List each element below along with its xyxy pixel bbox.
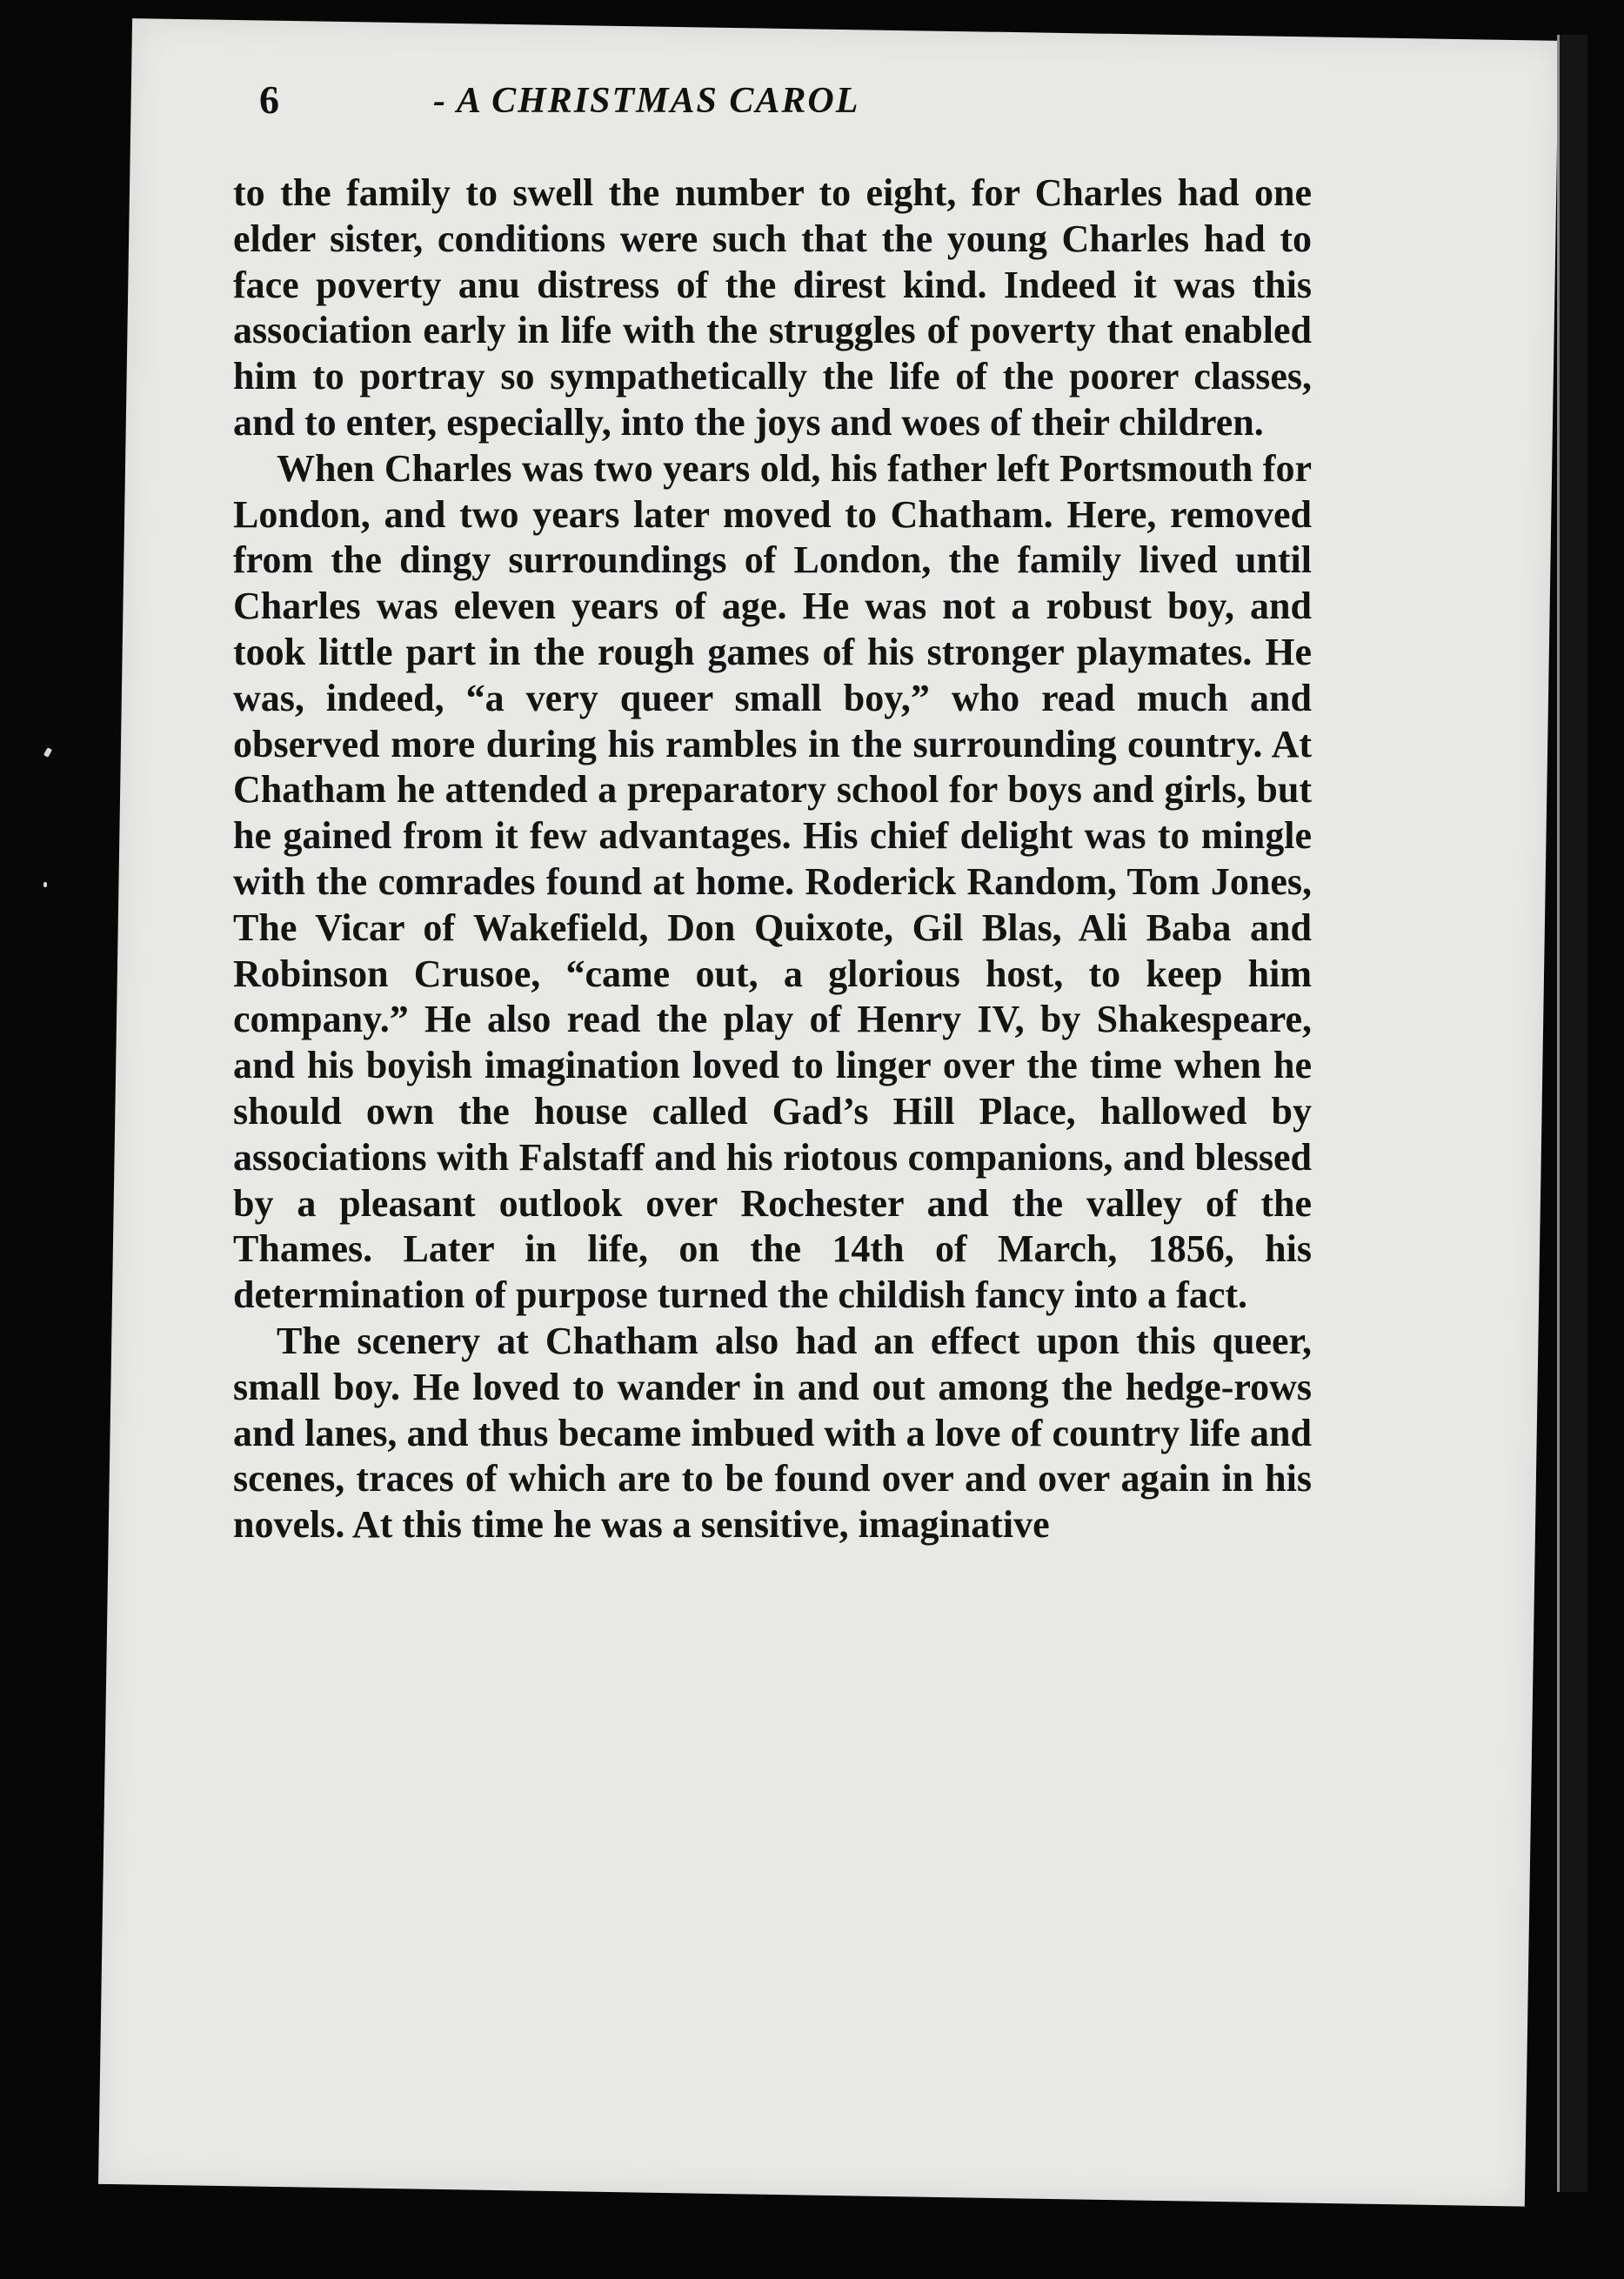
- page-header: [259, 66, 1303, 144]
- body-text: [233, 170, 1312, 1548]
- page-edge: [1557, 35, 1587, 2192]
- dust-speck: [43, 882, 47, 887]
- page-number: 6: [259, 77, 279, 122]
- paragraph-1: to the family to swell the number to eight, for Charles had one elder sister, conditions were such that the young Charles had to face poverty anu distress of the direst kind. Indeed it was this association early in life with the struggles of poverty that enabled him to portray so sympathetically the life of the poorer classes, and to enter, especially, into the joys and woes of their children.: [233, 171, 1312, 444]
- paragraph-3: The scenery at Chatham also had an effect upon this queer, small boy. He loved to wander in and out among the hedge-rows and lanes, and thus became imbued with a love of country life and scenes, traces of which are to be found over and over again in his novels. At this time he was a sensitive, imaginative: [233, 1319, 1312, 1547]
- paragraph-2: When Charles was two years old, his father left Portsmouth for London, and two years later moved to Chatham. Here, removed from the dingy surroundings of London, the family lived until Charles was eleven years of age. He was not a robust boy, and took little part in the rough games of his stronger playmates. He was, indeed, “a very queer small boy,” who read much and observed more during his rambles in the surrounding country. At Chatham he attended a preparatory school for boys and girls, but he gained from it few advantages. His chief delight was to mingle with the comrades found at home. Roderick Random, Tom Jones, The Vicar of Wakefield, Don Quixote, Gil Blas, Ali Baba and Robinson Crusoe, “came out, a glorious host, to keep him company.” He also read the play of Henry IV, by Shakespeare, and his boyish imagination loved to linger over the time when he should own the house called Gad’s Hill Place, hallowed by associations with Falstaff and his riotous companions, and blessed by a pleasant outlook over Rochester and the valley of the Thames. Later in life, on the 14th of March, 1856, his determination of purpose turned the childish fancy into a fact.: [233, 446, 1312, 1317]
- running-title: - A CHRISTMAS CAROL: [433, 81, 860, 121]
